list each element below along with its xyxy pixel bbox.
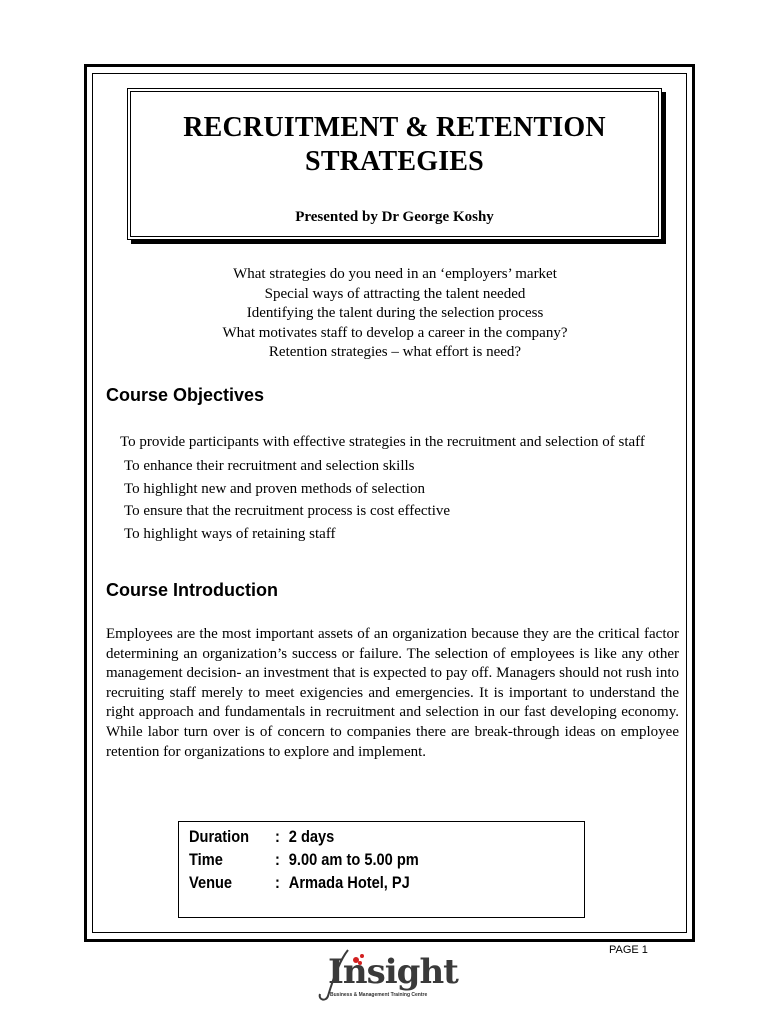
venue-row [189,873,410,893]
duration-label: Duration [189,827,250,846]
objective-item: To provide participants with effective strategies in the recruitment and selection of staff [120,434,645,450]
venue-label: Venue [189,873,233,892]
time-value: 9.00 am to 5.00 pm [288,850,419,869]
intro-questions [100,265,690,363]
objective-item: To highlight new and proven methods of selection [124,480,425,497]
intro-question: Retention strategies – what effort is need? [268,344,522,361]
duration-value: 2 days [288,827,335,846]
logo-wordmark: Insight [328,952,458,992]
duration-separator: : [275,827,280,846]
duration-row [189,827,334,847]
introduction-paragraph: Employees are the most important assets of an organization because they are the critical factor determining an organization’s success or failure. The selection of employees is like any other management decision- an investment that is expected to pay off. Managers should not rush into recruiting staff merely to meet exigencies and emergencies. It is important to understand the right approach and fundamentals in recruitment and selection in our fast developing economy. While labor turn over is of concern to companies there are break-through ideas on employee retention for organizations to explore and implement. [106,626,679,760]
page-title [128,111,661,179]
intro-question: Identifying the talent during the selection process [246,305,544,322]
intro-question: What motivates staff to develop a career in the company? [222,324,568,341]
introduction-heading: Course Introduction [106,580,278,600]
logo-tagline: Business & Management Training Centre [330,992,428,998]
page-number: PAGE 1 [609,944,648,956]
course-details-box [178,821,585,918]
time-label: Time [189,850,223,869]
presenter: Presented by Dr George Koshy [295,209,494,225]
objective-item: To highlight ways of retaining staff [124,525,336,542]
intro-question: What strategies do you need in an ‘employers’ market [233,266,557,282]
objective-item: To ensure that the recruitment process is cost effective [124,503,451,519]
objectives-list [106,433,686,545]
objective-item: To enhance their recruitment and selection skills [124,458,415,474]
title-line-2: STRATEGIES [305,146,484,177]
time-row [189,850,419,870]
insight-logo [310,946,460,1006]
intro-question: Special ways of attracting the talent needed [264,285,526,302]
venue-separator: : [275,873,280,892]
objectives-heading: Course Objectives [106,385,265,405]
title-line-1: RECRUITMENT & RETENTION [183,112,606,143]
title-box [127,88,662,240]
time-separator: : [275,850,280,869]
venue-value: Armada Hotel, PJ [288,873,410,892]
